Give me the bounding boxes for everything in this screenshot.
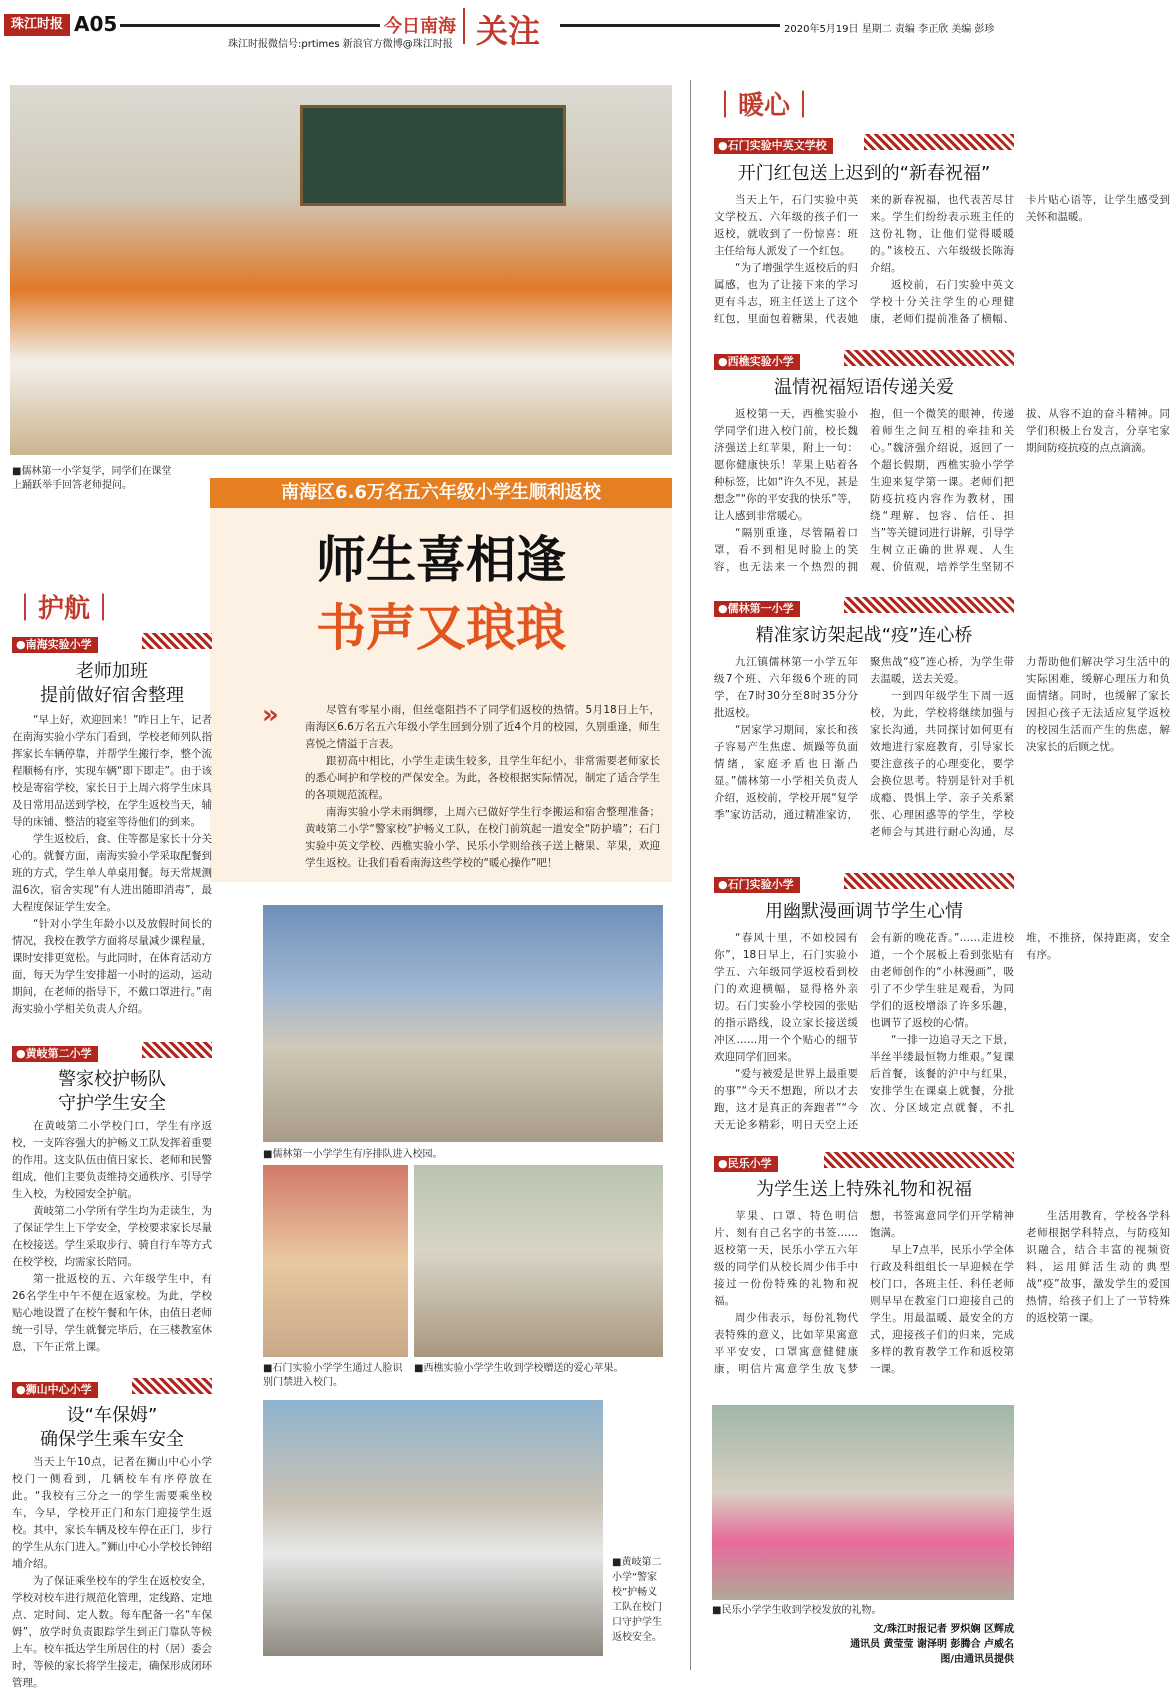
article-title-shishan: 设“车保姆” 确保学生乘车安全 [40, 1405, 184, 1450]
school-bar-rulin [714, 597, 1014, 613]
article-body-minle: 苹果、口罩、特色明信片、刻有自己名字的书签……返校第一天，民乐小学五六年级的同学们从校长周少伟手中接过一份份特殊的礼物和祝福。 周少伟表示，每份礼物代表特殊的意义，比如苹果寓意平平安安，口罩寓意健健康康，明信片寓意学生放飞梦想，书签寓意同学们开学精神饱满。 早上7点半，民乐小学全体行政及科组组长一早迎候在学校门口，各班主任、科任老师则早早在教室门口迎接自己的学生。用最温暖、最安全的方式，迎接孩子们的归来，完成多样的教育教学工作和返校第一课。 生活用教育，学校各学科老师根据学科特点，与防疫知识融合，结合丰富的视频资料，运用鲜活生动的典型战“疫”故事，激发学生的爱国热情，给孩子们上了一节特殊的返校第一课。 [714, 1210, 1170, 1375]
queue-photo [263, 905, 663, 1142]
section-huhang-label: 护航 [38, 594, 91, 624]
rule-left [120, 24, 380, 27]
school-bar-shimen [714, 873, 1014, 889]
section-tag-huhang: ｜护航｜ [12, 594, 117, 624]
school-bar-xiqiao [714, 350, 1014, 366]
article-title-nanhai: 老师加班 提前做好宿舍整理 [40, 661, 184, 706]
school-tag: ●黄岐第二小学 [12, 1046, 98, 1062]
lead-title-2: 书声又琅琅 [316, 599, 566, 657]
photo-caption-queue: ■儒林第一小学学生有序排队进入校园。 [263, 1149, 443, 1160]
article-title-minle: 为学生送上特殊礼物和祝福 [756, 1179, 972, 1200]
lead-body [305, 702, 660, 872]
photo-caption-apple: ■西樵实验小学学生收到学校赠送的爱心苹果。 [414, 1363, 624, 1374]
section-divider [463, 8, 465, 44]
school-bar-nanhai [12, 633, 212, 649]
date-line: 2020年5月19日 星期二 责编 李正欣 美编 彭珍 [784, 24, 995, 35]
photo-caption-face: ■石门实验小学学生通过人脸识别门禁进入校门。 [263, 1363, 403, 1388]
school-bar-minle [714, 1152, 1014, 1168]
article-body-xiqiao: 返校第一天，西樵实验小学同学们进入校门前，校长魏济强送上红苹果，附上一句：愿你健康快乐！苹果上贴着各种标签，比如“许久不见，甚是想念”“你的平安我的快乐”等，让人感到非常暖心。 “隔别重逢，尽管隔着口罩，看不到相见时脸上的笑容，也无法来一个热烈的拥抱，但一个微笑的眼神，传递着师生之间互相的牵挂和关心。”魏济强介绍说，返回了一个超长假期，西樵实验小学学生迎来复学第一课。老师们把防疫抗疫内容作为教材，围绕“理解、包容、信任、担当”等关键词进行讲解，引导学生树立正确的世界观、人生观、价值观，培养学生坚韧不拔、从容不迫的奋斗精神。同学们积极上台发言，分享宅家期间防疫抗疫的点点滴滴。 [714, 408, 1170, 573]
photo-caption-gift: ■民乐小学学生收到学校发放的礼物。 [712, 1605, 882, 1616]
article-body-shishan: 当天上午10点，记者在狮山中心小学校门一侧看到，几辆校车有序停放在此。“我校有三分之一的学生需要乘坐校车，今早，学校开正门和东门迎接学生返校。其中，家长车辆及校车停在正门，步行的学生从东门进入。”狮山中心小学校长钟绍埔介绍。 为了保证乘坐校车的学生在返校安全，学校对校车进行规范化管理，定线路、定地点、定时间、定人数。每车配备一名“车保姆”，放学时负责跟踪学生到正门靠队等候上车。校车抵达学生所居住的村（居）委会时，等候的家长将学生接走，确保形成闭环管理。 [12, 1456, 212, 1689]
gift-photo [712, 1405, 1014, 1600]
credit-reporters: 文/珠江时报记者 罗炽娴 区辉成 [873, 1624, 1014, 1635]
apple-gift-photo [414, 1165, 663, 1357]
masthead [0, 0, 1024, 52]
article-title-shimen: 用幽默漫画调节学生心情 [765, 901, 963, 922]
column-divider [690, 80, 691, 1670]
school-tag: ●石门实验小学 [714, 877, 800, 893]
school-tag: ●南海实验小学 [12, 637, 98, 653]
credits [712, 1622, 1014, 1667]
wechat-line: 珠江时报微信号:prtimes 新浪官方微博@珠江时报 [228, 39, 453, 50]
classroom-photo [10, 85, 672, 455]
page-number: A05 [74, 12, 118, 36]
photo-caption-car: ■黄岐第二小学“警家校”护畅义工队在校门口守护学生返校安全。 [612, 1557, 662, 1643]
credit-photos: 图/由通讯员提供 [940, 1654, 1014, 1665]
section-tag-nuanxin: ｜暖心｜ [712, 91, 817, 121]
lead-subhead: 南海区6.6万名五六年级小学生顺利返校 [210, 478, 672, 508]
article-body-nanhai: “早上好，欢迎回来！”昨日上午，记者在南海实验小学东门看到，学校老师列队指挥家长车辆停靠，并帮学生搬行李，整个流程顺畅有序，实现车辆“即下即走”。由于该校是寄宿学校，家长日于上周六将学生床具及日常用品送到学校，在学生返校当天，辅导的床铺、整洁的寝室等待他们的到来。 学生返校后，食、住等都是家长十分关心的。就餐方面，南海实验小学采取配餐到班的方式，学生单人单桌用餐。每天常规测温6次，宿舍实现“有人进出随即消毒”，最大程度保证学生安全。 “针对小学生年龄小以及放假时间长的情况，我校在教学方面将尽量减少课程量，课时安排更宽松。与此同时，在体育活动方面，每天为学生安排超一小时的运动，运动期间，在老师的指导下，不戴口罩进行。”南海实验小学相关负责人介绍。 [12, 714, 212, 1015]
blackboard [300, 105, 566, 206]
article-title-rulin: 精准家访架起战“疫”连心桥 [755, 625, 973, 646]
school-car-photo [263, 1400, 603, 1656]
top-photo-caption: ■儒林第一小学复学，同学们在课堂上踊跃举手回答老师提问。 [12, 466, 172, 491]
article-body-huangqi: 在黄岐第二小学校门口，学生有序返校，一支阵容强大的护畅义工队发挥着重要的作用。这支队伍由值日家长、老师和民警组成，他们主要负责维持交通秩序、引导学生入校，为校园安全护航。 黄岐第二小学所有学生均为走读生，为了保证学生上下学安全，学校要求家长尽量在校接送。学生采取步行、骑自行车等方式在校学校，均需家长陪同。 第一批返校的五、六年级学生中，有26名学生中午不便在返家校。为此，学校贴心地设置了在校午餐和午休，由值日老师统一引导，学生就餐完毕后，在三楼教室休息，下午正常上课。 [12, 1120, 212, 1353]
school-bar-shimen-zy [714, 134, 1014, 150]
article-title-xiqiao: 温情祝福短语传递关爱 [774, 377, 954, 398]
article-body-shimen-zy: 当天上午，石门实验中英文学校五、六年级的孩子们一返校，就收到了一份惊喜：班主任给每人派发了一个红包。 “为了增强学生返校后的归属感，也为了让接下来的学习更有斗志，班主任送上了这个红包，里面包着糖果，代表她来的新春祝福，也代表苦尽甘来。学生们纷纷表示班主任的这份礼物，让他们觉得暖暖的。”该校五、六年级级长陈海介绍。 返校前，石门实验中英文学校十分关注学生的心理健康，老师们提前准备了横幅、卡片贴心语等，让学生感受到关怀和温暖。 [714, 194, 1170, 325]
school-bar-shishan [12, 1378, 212, 1394]
newspaper-logo: 珠江时报 [4, 14, 70, 36]
school-tag: ●西樵实验小学 [714, 354, 800, 370]
section-nuanxin-label: 暖心 [738, 91, 791, 121]
article-body-shimen: “春风十里，不如校园有你”，18日早上，石门实验小学五、六年级同学返校看到校门的欢迎横幅，显得格外亲切。石门实验小学校园的张贴的指示路线，设立家长接送缓冲区……用一个个贴心的细节欢迎同学们回来。 “爱与被爱是世界上最重要的事”“今天不想跑，所以才去跑，这才是真正的奔跑者”“今天无论多精彩，明日天空上还会有新的晚花香。”……走进校道，一个个展板上看到张贴有由老师创作的“小林漫画”，吸引了不少学生驻足观看，为同学们的返校增添了许多乐趣，也调节了返校的心情。 “一排一边追寻天之下景，半丝半缕最恒物力维艰。”复课后首餐，该餐的沪中与红果，安排学生在课桌上就餐，分批次、分区域定点就餐，不扎堆，不推挤，保持距离，安全有序。 [714, 932, 1170, 1131]
article-body-rulin: 九江镇儒林第一小学五年级7个班、六年级6个班的同学，在7时30分至8时35分分批返校。 “居家学习期间，家长和孩子容易产生焦虑、烦躁等负面情绪，家庭矛盾也日渐凸显。”儒林第一小学相关负责人介绍，返校前，学校开展“复学季”家访活动，通过精准家访，聚焦战“疫”连心桥，为学生带去温暖，送去关爱。 一到四年级学生下周一返校，为此，学校将继续加强与家长沟通，共同探讨如何更有效地进行家庭教育，引导家长要注意孩子的心理变化，要学会换位思考。特别是针对手机成瘾、畏惧上学、亲子关系紧张、心理困惑等的学生，学校老师会与其进行耐心沟通，尽力帮助他们解决学习生活中的实际困难，缓解心理压力和负面情绪。同时，也缓解了家长因担心孩子无法适应复学返校的校园生活而产生的焦虑，解决家长的后顾之忧。 [714, 656, 1170, 838]
article-title-shimen-zy: 开门红包送上迟到的“新春祝福” [737, 163, 991, 184]
lead-p3: 南海实验小学未雨绸缪，上周六已做好学生行李搬运和宿舍整理准备；黄岐第二小学“警家校”护畅义工队，在校门前筑起一道安全“防护墙”；石门实验中英文学校、西樵实验小学、民乐小学则给孩子送上糖果、苹果，欢迎学生返校。让我们看看南海这些学校的“暖心操作”吧！ [305, 806, 660, 869]
school-tag: ●儒林第一小学 [714, 601, 800, 617]
lead-p1: 尽管有零星小雨，但丝毫阻挡不了同学们返校的热情。5月18日上午，南海区6.6万名五六年级小学生回到分别了近4个月的校园，久别重逢，师生喜悦之情溢于言表。 [305, 704, 660, 750]
lead-title-1: 师生喜相逢 [316, 531, 566, 589]
face-recognition-photo [263, 1165, 408, 1357]
lead-p2: 跟初高中相比，小学生走读生较多，且学生年纪小，非常需要老师家长的悉心呵护和学校的严保安全。为此，各校根据实际情况，制定了适合学生的各项规范流程。 [305, 755, 660, 801]
school-tag: ●狮山中心小学 [12, 1382, 98, 1398]
credit-correspondents: 通讯员 黄莹莹 谢泽明 彭腾合 卢威名 [850, 1639, 1014, 1650]
chevron-right-icon: » [262, 700, 279, 730]
section-name: 关注 [476, 12, 541, 50]
school-bar-huangqi [12, 1042, 212, 1058]
column-name: 今日南海 [384, 16, 456, 37]
rule-right [560, 24, 780, 27]
article-title-huangqi: 警家校护畅队 守护学生安全 [58, 1069, 166, 1114]
school-tag: ●民乐小学 [714, 1156, 778, 1172]
school-tag: ●石门实验中英文学校 [714, 138, 833, 154]
